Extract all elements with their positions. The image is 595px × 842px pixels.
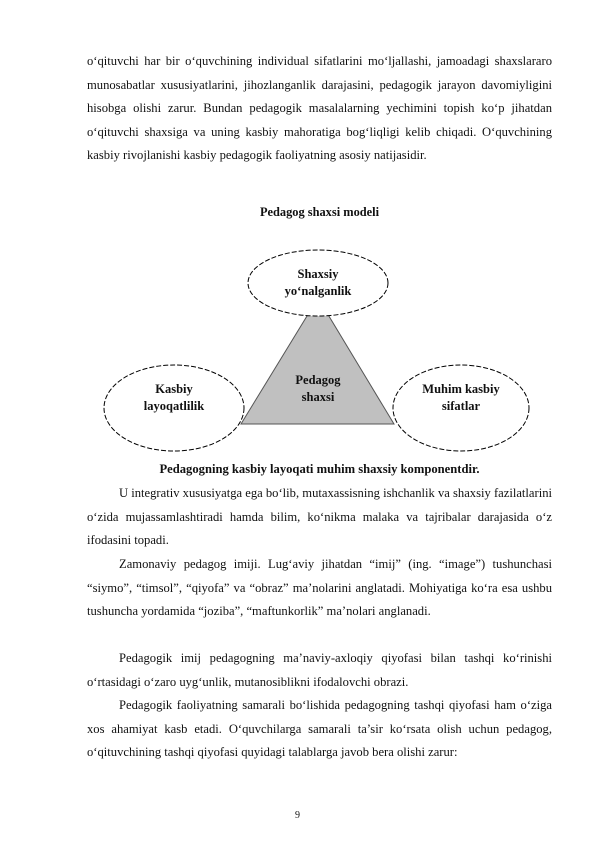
paragraph-3: Zamonaviy pedagog imiji. Lug‘aviy jihatdan “imij” (ing. “image”) tushunchasi “siymo”, “timsol”, “qiyofa” va “obraz” ma’nolarini anglatadi. Mohiyatiga ko‘ra esa ushbu tushuncha yordamida “joziba”, “maftunkorlik” ma’nolari anglanadi. (87, 557, 552, 618)
right-ellipse-line2: sifatlar (441, 399, 481, 413)
top-ellipse-line1: Shaxsiy (297, 267, 339, 281)
paragraph-5: Pedagogik faoliyatning samarali bo‘lishida pedagogning tashqi qiyofasi ham o‘ziga xos ahamiyat kasb etadi. O‘quvchilarga samarali ta’sir ko‘rsata olish uchun pedagog, o‘qituvchining tashqi qiyofasi quyidagi talablarga javob bera olishi zarur: (87, 698, 552, 759)
top-ellipse-line2: yo‘nalganlik (284, 284, 352, 298)
right-ellipse-line1: Muhim kasbiy (422, 382, 500, 396)
top-ellipse (248, 250, 388, 316)
figure-caption: Pedagogning kasbiy layoqati muhim shaxsiy komponentdir. (159, 462, 480, 476)
left-ellipse-line1: Kasbiy (155, 382, 193, 396)
figure-title: Pedagog shaxsi modeli (259, 205, 380, 219)
page-number: 9 (295, 810, 300, 821)
left-ellipse-line2: layoqatlilik (143, 399, 205, 413)
model-diagram (100, 248, 560, 458)
center-label-line2: shaxsi (301, 390, 335, 404)
center-triangle (241, 298, 394, 424)
paragraph-1: o‘qituvchi har bir o‘quvchining individual sifatlarini mo‘ljallashi, jamoadagi shaxslararo munosabatlar xususiyatlarini, jihozlanganlik darajasini, pedagogik jarayon davomiyligini hisobga olishi zarur. Bundan pedagogik masalalarning yechimini topish ko‘p jihatdan o‘qituvchi shaxsiga va uning kasbiy mahoratiga bog‘liqligi kelib chiqadi. O‘quvchining kasbiy rivojlanishi kasbiy pedagogik faoliyatning asosiy natijasidir. (87, 54, 552, 162)
center-label-line1: Pedagog (295, 373, 341, 387)
paragraph-2: U integrativ xususiyatga ega bo‘lib, mutaxassisning ishchanlik va shaxsiy fazilatlarini o‘zida mujassamlashtiradi hamda bilim, ko‘nikma malaka va tajribalar darajasida o‘z ifodasini topadi. (87, 486, 552, 547)
paragraph-4: Pedagogik imij pedagogning ma’naviy-axloqiy qiyofasi bilan tashqi ko‘rinishi o‘rtasidagi o‘zaro uyg‘unlik, mutanosiblikni ifodalovchi obrazi. (87, 651, 552, 689)
